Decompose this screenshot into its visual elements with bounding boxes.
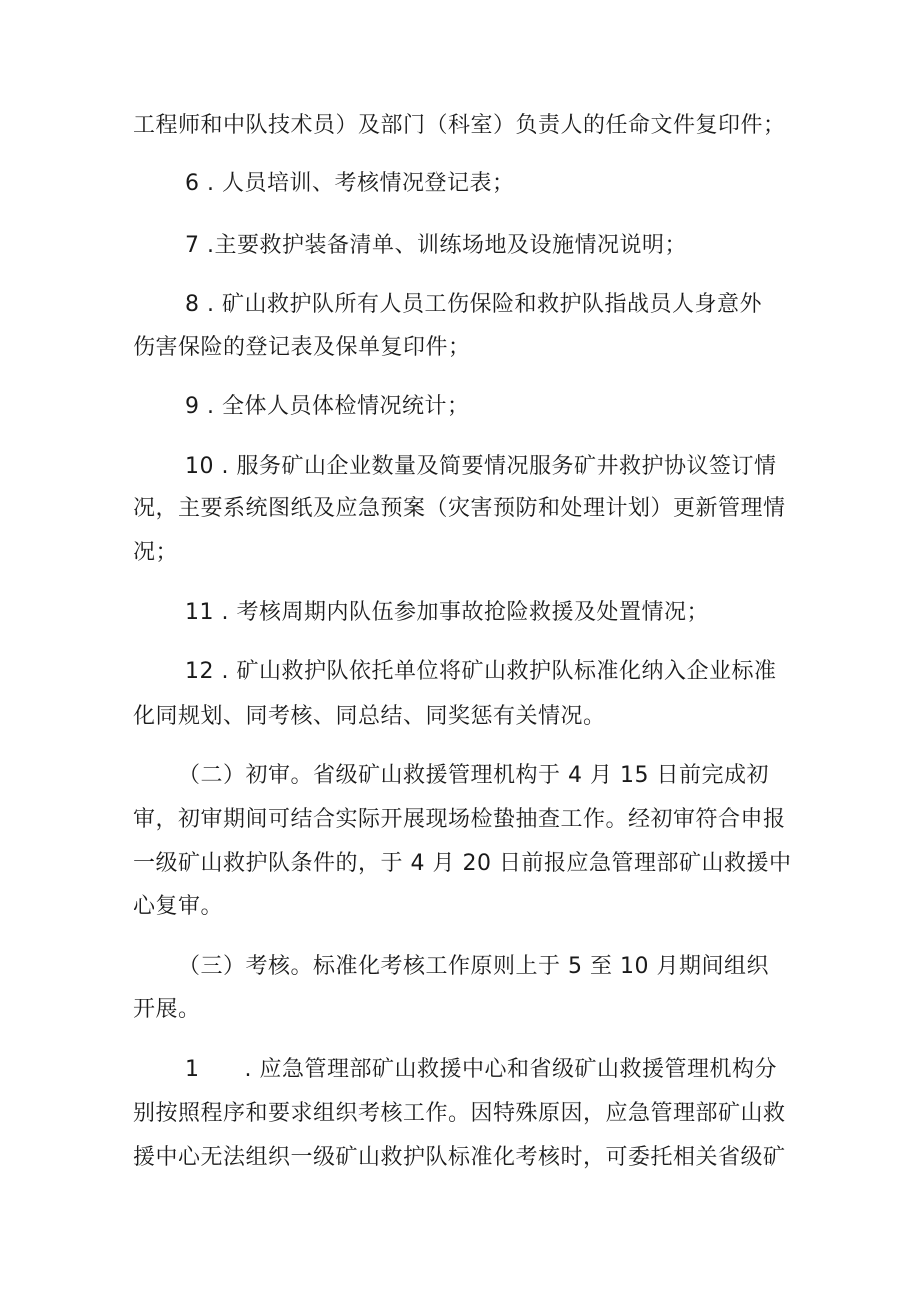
list-item-10: 10 . 服务矿山企业数量及简要情况服务矿井救护协议签订情 — [185, 454, 777, 479]
list-item-1: 1 . 应急管理部矿山救援中心和省级矿山救援管理机构分 — [185, 1057, 777, 1082]
list-item-8: 8 . 矿山救护队所有人员工伤保险和救护队指战员人身意外 — [185, 292, 762, 317]
paragraph-line: 心复审。 — [133, 894, 224, 919]
paragraph-line: 审，初审期间可结合实际开展现场检蛰抽查工作。经初审符合申报 — [133, 807, 786, 832]
paragraph-line: 况； — [133, 540, 179, 565]
paragraph-line: 伤害保险的登记表及保单复印件； — [133, 335, 471, 360]
paragraph-line: 一级矿山救护队条件的，于 4 月 20 日前报应急管理部矿山救援中 — [133, 851, 792, 876]
list-item-9: 9 . 全体人员体检情况统计； — [185, 394, 470, 419]
section-heading-assessment: （三）考核。标准化考核工作原则上于 5 至 10 月期间组织 — [178, 954, 769, 979]
list-item-12: 12 . 矿山救护队依托单位将矿山救护队标准化纳入企业标准 — [185, 659, 777, 684]
list-item-6: 6 . 人员培训、考核情况登记表； — [185, 171, 515, 196]
list-item-11: 11 . 考核周期内队伍参加事故抢险救援及处置情况； — [185, 600, 709, 625]
section-heading-preliminary-review: （二）初审。省级矿山救援管理机构于 4 月 15 日前完成初 — [178, 763, 769, 788]
paragraph-line: 况，主要系统图纸及应急预案（灾害预防和处理计划）更新管理情 — [133, 496, 786, 521]
paragraph-line: 援中心无法组织一级矿山救护队标准化考核时，可委托相关省级矿 — [133, 1145, 786, 1170]
paragraph-line: 开展。 — [133, 997, 201, 1022]
paragraph-line: 工程师和中队技术员）及部门（科室）负责人的任命文件复印件； — [133, 113, 786, 138]
list-item-7: 7 .主要救护装备清单、训练场地及设施情况说明； — [185, 233, 687, 258]
paragraph-line: 别按照程序和要求组织考核工作。因特殊原因，应急管理部矿山救 — [133, 1101, 786, 1126]
paragraph-line: 化同规划、同考核、同总结、同奖惩有关情况。 — [133, 704, 606, 729]
